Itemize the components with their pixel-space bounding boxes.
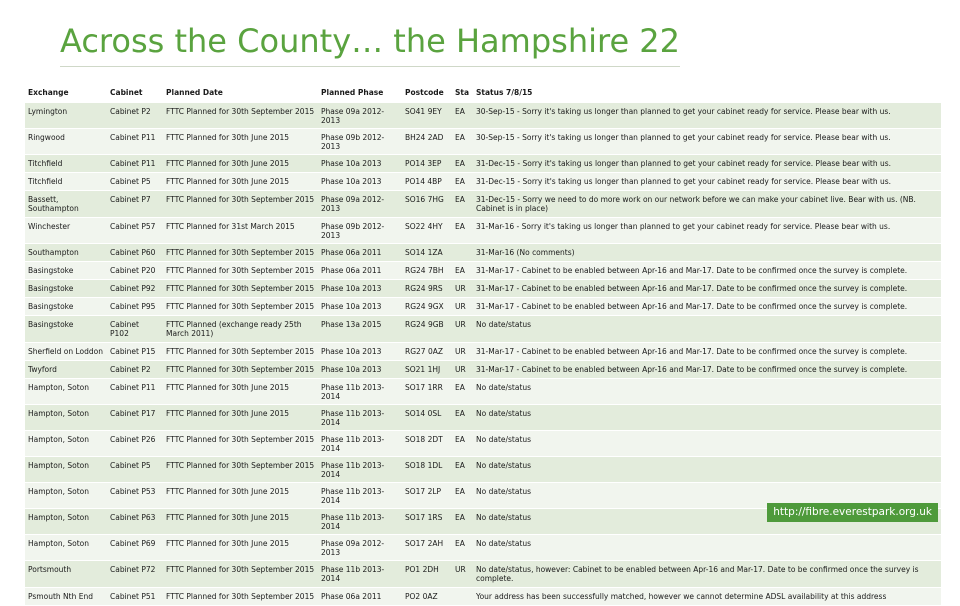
cell-status: 31-Dec-15 - Sorry we need to do more work on our network before we can make your cabinet live. Bear with us. (NB. Cabinet is in place) [473,191,941,218]
cell-cabinet: Cabinet P69 [107,535,163,561]
cell-sta: EA [452,457,473,483]
cell-sta: EA [452,155,473,173]
cell-planned-date: FTTC Planned for 30th June 2015 [163,483,318,509]
cell-postcode: SO14 1ZA [402,244,452,262]
cell-planned-phase: Phase 11b 2013-2014 [318,379,402,405]
cell-postcode: SO17 1RR [402,379,452,405]
cell-planned-phase: Phase 10a 2013 [318,280,402,298]
cell-sta: EA [452,483,473,509]
cell-planned-phase: Phase 09b 2012-2013 [318,218,402,244]
cell-exchange: Basingstoke [25,298,107,316]
cell-cabinet: Cabinet P72 [107,561,163,588]
cell-exchange: Bassett, Southampton [25,191,107,218]
cell-planned-phase: Phase 06a 2011 [318,262,402,280]
cell-status: No date/status [473,316,941,343]
cell-exchange: Sherfield on Loddon [25,343,107,361]
table-row [25,191,941,218]
cell-postcode: PO14 3EP [402,155,452,173]
cell-planned-phase: Phase 11b 2013-2014 [318,457,402,483]
cell-postcode: SO22 4HY [402,218,452,244]
table-row [25,343,941,361]
cell-planned-phase: Phase 10a 2013 [318,343,402,361]
table-row [25,280,941,298]
cell-planned-phase: Phase 09a 2012-2013 [318,103,402,129]
table-row [25,155,941,173]
cell-sta: UR [452,316,473,343]
cell-postcode: SO17 2AH [402,535,452,561]
column-header-status: Status 7/8/15 [473,83,941,103]
cell-exchange: Hampton, Soton [25,535,107,561]
cell-planned-phase: Phase 10a 2013 [318,155,402,173]
cell-planned-date: FTTC Planned for 30th June 2015 [163,155,318,173]
table-row [25,244,941,262]
cell-sta: EA [452,431,473,457]
cell-postcode: RG24 9GX [402,298,452,316]
cell-exchange: Portsmouth [25,561,107,588]
cell-cabinet: Cabinet P102 [107,316,163,343]
cell-sta: EA [452,509,473,535]
cell-sta: EA [452,129,473,155]
cell-cabinet: Cabinet P57 [107,218,163,244]
cell-planned-date: FTTC Planned for 30th June 2015 [163,509,318,535]
cell-cabinet: Cabinet P17 [107,405,163,431]
table-row [25,298,941,316]
cell-exchange: Hampton, Soton [25,405,107,431]
column-header-sta: Sta [452,83,473,103]
cell-cabinet: Cabinet P11 [107,379,163,405]
cell-planned-phase: Phase 10a 2013 [318,298,402,316]
cell-status: No date/status, however: Cabinet to be enabled between Apr-16 and Mar-17. Date to be confirmed once the survey is complete. [473,561,941,588]
cell-cabinet: Cabinet P63 [107,509,163,535]
cell-postcode: PO1 2DH [402,561,452,588]
cell-sta: UR [452,298,473,316]
cell-planned-phase: Phase 10a 2013 [318,361,402,379]
cell-status: No date/status [473,483,941,509]
cell-postcode: RG27 0AZ [402,343,452,361]
cell-cabinet: Cabinet P26 [107,431,163,457]
table-row [25,173,941,191]
cell-exchange: Basingstoke [25,280,107,298]
cell-sta: EA [452,379,473,405]
cell-sta [452,244,473,262]
table-row [25,129,941,155]
cell-postcode: SO16 7HG [402,191,452,218]
cell-planned-phase: Phase 11b 2013-2014 [318,561,402,588]
cell-postcode: SO18 2DT [402,431,452,457]
cell-cabinet: Cabinet P11 [107,155,163,173]
cell-exchange: Hampton, Soton [25,483,107,509]
cell-planned-date: FTTC Planned for 30th September 2015 [163,280,318,298]
cell-postcode: SO41 9EY [402,103,452,129]
table-row [25,588,941,606]
cell-sta: UR [452,561,473,588]
cell-cabinet: Cabinet P92 [107,280,163,298]
cell-sta: UR [452,343,473,361]
cell-cabinet: Cabinet P51 [107,588,163,606]
cell-planned-date: FTTC Planned for 30th September 2015 [163,298,318,316]
cell-status: 30-Sep-15 - Sorry it's taking us longer than planned to get your cabinet ready for service. Please bear with us. [473,103,941,129]
cell-exchange: Hampton, Soton [25,509,107,535]
cell-exchange: Psmouth Nth End [25,588,107,606]
cell-sta: EA [452,535,473,561]
cell-planned-date: FTTC Planned for 30th September 2015 [163,431,318,457]
cell-status: 31-Mar-17 - Cabinet to be enabled between Apr-16 and Mar-17. Date to be confirmed once the survey is complete. [473,262,941,280]
cell-sta: EA [452,218,473,244]
table-row [25,561,941,588]
cell-status: No date/status [473,509,941,535]
cell-exchange: Basingstoke [25,262,107,280]
cell-planned-phase: Phase 06a 2011 [318,588,402,606]
cell-status: 31-Mar-17 - Cabinet to be enabled between Apr-16 and Mar-17. Date to be confirmed once the survey is complete. [473,280,941,298]
cell-planned-phase: Phase 06a 2011 [318,244,402,262]
cell-exchange: Titchfield [25,173,107,191]
cell-status: 31-Mar-17 - Cabinet to be enabled between Apr-16 and Mar-17. Date to be confirmed once the survey is complete. [473,298,941,316]
cell-planned-phase: Phase 09a 2012-2013 [318,535,402,561]
cell-planned-date: FTTC Planned for 30th June 2015 [163,405,318,431]
cell-exchange: Hampton, Soton [25,379,107,405]
cell-exchange: Ringwood [25,129,107,155]
table-row [25,379,941,405]
cell-status: 30-Sep-15 - Sorry it's taking us longer than planned to get your cabinet ready for service. Please bear with us. [473,129,941,155]
cell-status: No date/status [473,535,941,561]
table-row [25,262,941,280]
table-row [25,103,941,129]
cell-planned-date: FTTC Planned for 30th June 2015 [163,535,318,561]
cell-cabinet: Cabinet P95 [107,298,163,316]
cell-status: No date/status [473,379,941,405]
table-row [25,361,941,379]
table-row [25,535,941,561]
cell-status: Your address has been successfully matched, however we cannot determine ADSL availability at this address [473,588,941,606]
cell-exchange: Basingstoke [25,316,107,343]
cell-postcode: RG24 7BH [402,262,452,280]
column-header-exchange: Exchange [25,83,107,103]
column-header-planned-phase: Planned Phase [318,83,402,103]
cell-status: 31-Mar-16 (No comments) [473,244,941,262]
table-row [25,316,941,343]
cell-planned-phase: Phase 11b 2013-2014 [318,405,402,431]
cell-status: 31-Mar-17 - Cabinet to be enabled between Apr-16 and Mar-17. Date to be confirmed once the survey is complete. [473,343,941,361]
cell-cabinet: Cabinet P20 [107,262,163,280]
cell-planned-date: FTTC Planned for 30th September 2015 [163,457,318,483]
cell-postcode: PO2 0AZ [402,588,452,606]
cell-planned-date: FTTC Planned for 30th September 2015 [163,561,318,588]
footer-url: http://fibre.everestpark.org.uk [767,503,938,522]
cell-cabinet: Cabinet P15 [107,343,163,361]
cell-exchange: Titchfield [25,155,107,173]
cell-planned-phase: Phase 13a 2015 [318,316,402,343]
cell-planned-phase: Phase 11b 2013-2014 [318,431,402,457]
cell-cabinet: Cabinet P7 [107,191,163,218]
cell-planned-date: FTTC Planned for 30th September 2015 [163,262,318,280]
cell-sta: EA [452,262,473,280]
cell-planned-phase: Phase 09b 2012-2013 [318,129,402,155]
cell-planned-phase: Phase 11b 2013-2014 [318,509,402,535]
cell-exchange: Lymington [25,103,107,129]
cell-sta: UR [452,361,473,379]
cell-exchange: Southampton [25,244,107,262]
cell-status: No date/status [473,431,941,457]
table-header-row [25,83,941,103]
cell-exchange: Hampton, Soton [25,457,107,483]
cell-planned-date: FTTC Planned for 30th September 2015 [163,244,318,262]
cell-status: 31-Mar-17 - Cabinet to be enabled between Apr-16 and Mar-17. Date to be confirmed once the survey is complete. [473,361,941,379]
column-header-planned-date: Planned Date [163,83,318,103]
cell-planned-date: FTTC Planned for 30th September 2015 [163,588,318,606]
cell-cabinet: Cabinet P2 [107,103,163,129]
cell-sta: EA [452,405,473,431]
cell-sta: EA [452,173,473,191]
cell-exchange: Twyford [25,361,107,379]
table-row [25,218,941,244]
cell-cabinet: Cabinet P11 [107,129,163,155]
table-body [25,103,941,606]
cell-postcode: RG24 9RS [402,280,452,298]
cell-planned-date: FTTC Planned for 30th September 2015 [163,191,318,218]
cell-postcode: BH24 2AD [402,129,452,155]
cell-postcode: SO18 1DL [402,457,452,483]
cell-planned-date: FTTC Planned (exchange ready 25th March 2011) [163,316,318,343]
cell-planned-date: FTTC Planned for 31st March 2015 [163,218,318,244]
cell-planned-phase: Phase 11b 2013-2014 [318,483,402,509]
cell-status: 31-Dec-15 - Sorry it's taking us longer than planned to get your cabinet ready for service. Please bear with us. [473,155,941,173]
cell-sta: UR [452,280,473,298]
cell-planned-phase: Phase 09a 2012-2013 [318,191,402,218]
cell-exchange: Winchester [25,218,107,244]
cell-cabinet: Cabinet P5 [107,173,163,191]
slide-title: Across the County… the Hampshire 22 [60,22,681,60]
cell-status: No date/status [473,405,941,431]
cell-planned-date: FTTC Planned for 30th September 2015 [163,343,318,361]
cabinet-status-table [25,83,941,606]
table-row [25,457,941,483]
cell-planned-date: FTTC Planned for 30th June 2015 [163,379,318,405]
cell-postcode: SO17 2LP [402,483,452,509]
column-header-postcode: Postcode [402,83,452,103]
cell-postcode: RG24 9GB [402,316,452,343]
cell-cabinet: Cabinet P2 [107,361,163,379]
cell-planned-date: FTTC Planned for 30th June 2015 [163,173,318,191]
cell-planned-date: FTTC Planned for 30th September 2015 [163,103,318,129]
column-header-cabinet: Cabinet [107,83,163,103]
cell-cabinet: Cabinet P5 [107,457,163,483]
cell-cabinet: Cabinet P60 [107,244,163,262]
cell-sta [452,588,473,606]
table-row [25,405,941,431]
title-divider [60,66,680,67]
cell-sta: EA [452,191,473,218]
cell-planned-date: FTTC Planned for 30th June 2015 [163,129,318,155]
cell-planned-date: FTTC Planned for 30th September 2015 [163,361,318,379]
cell-status: 31-Mar-16 - Sorry it's taking us longer than planned to get your cabinet ready for service. Please bear with us. [473,218,941,244]
cell-postcode: PO14 4BP [402,173,452,191]
cell-status: No date/status [473,457,941,483]
cell-postcode: SO21 1HJ [402,361,452,379]
table-row [25,431,941,457]
cell-exchange: Hampton, Soton [25,431,107,457]
cell-sta: EA [452,103,473,129]
cell-planned-phase: Phase 10a 2013 [318,173,402,191]
cell-postcode: SO14 0SL [402,405,452,431]
cell-cabinet: Cabinet P53 [107,483,163,509]
cell-status: 31-Dec-15 - Sorry it's taking us longer than planned to get your cabinet ready for service. Please bear with us. [473,173,941,191]
cell-postcode: SO17 1RS [402,509,452,535]
